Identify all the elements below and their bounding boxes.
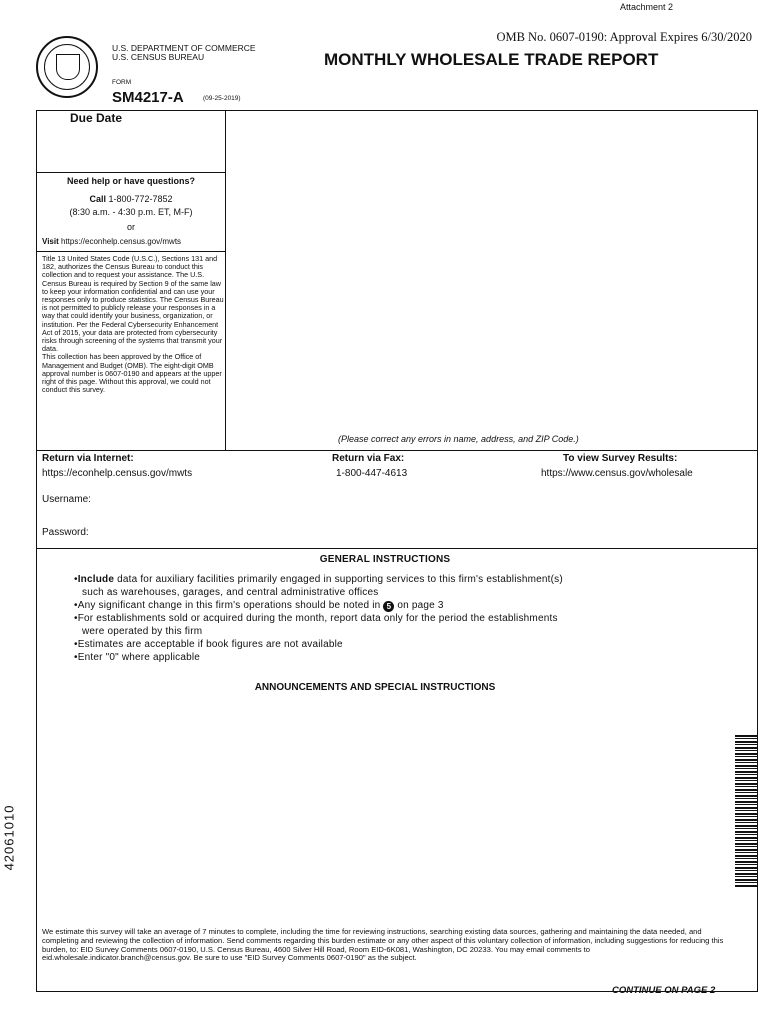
divider [36,251,226,252]
bullet-text: data for auxiliary facilities primarily engaged in supporting services to this firm's establishment(s) [114,574,563,585]
legal-notice [42,255,224,394]
omb-number: OMB No. 0607-0190: Approval Expires 6/30/2020 [496,30,752,44]
general-instructions-title: GENERAL INSTRUCTIONS [319,554,451,565]
bullet-text: Enter "0" where applicable [77,652,201,663]
form-label: FORM [112,79,132,86]
divider [36,450,758,451]
report-title: MONTHLY WHOLESALE TRADE REPORT [324,50,659,69]
internet-label: Return via Internet: [42,453,134,464]
bullet-text: Any significant change in this firm's operations should be noted in [77,600,381,611]
bullet-text: For establishments sold or acquired during the month, report data only for the period the establishments [77,613,558,624]
visit-label: Visit [42,237,59,246]
address-correction-note: (Please correct any errors in name, address, and ZIP Code.) [338,434,579,444]
legal-authority: Title 13 United States Code (U.S.C.), Sections 131 and 182, authorizes the Census Bureau to conduct this collection and to request your assistance. The U.S. Census Bureau is required by Section 9 of the same law to keep your information confidential and can use your responses only to produce statistics. The Census Bureau is not permitted to publicly release your responses in a way that could identify your business, organization, or institution. Per the Federal Cybersecurity Enhancement Act of 2015, your data are protected from cybersecurity risks through screening of the systems that transmit your data. [42,254,224,354]
help-hours: (8:30 a.m. - 4:30 p.m. ET, M-F) [69,207,193,217]
password-field[interactable]: Password: [42,527,89,538]
bullet-text: Estimates are acceptable if book figures are not available [77,639,343,650]
item-number-icon: 5 [383,601,394,612]
help-or: or [126,222,135,232]
help-title: Need help or have questions? [66,176,196,186]
form-date: (09-25-2019) [203,95,241,102]
continue-note: CONTINUE ON PAGE 2 [612,985,716,996]
bullet-text: on page 3 [397,600,444,611]
internet-url[interactable]: https://econhelp.census.gov/mwts [42,468,193,479]
department-seal-icon [36,36,98,98]
list-item: were operated by this firm [82,626,203,637]
visit-url[interactable]: https://econhelp.census.gov/mwts [60,237,182,246]
attachment-label: Attachment 2 [620,2,674,12]
list-item: •Enter "0" where applicable [74,652,201,663]
general-instructions-list [74,573,694,664]
divider [36,548,758,549]
form-number: SM4217-A [112,89,184,106]
list-item: •For establishments sold or acquired during the month, report data only for the period the establishments [74,613,558,624]
burden-statement: We estimate this survey will take an average of 7 minutes to complete, including the time for reviewing instructions, searching existing data sources, gathering and maintaining the data needed, and completing and reviewing the collection of information. Send comments regarding this burden estimate or any other aspect of this voluntary collection of information, including suggestions for reducing this burden, to: EID Survey Comments 0607-0190, U.S. Census Bureau, 4600 Silver Hill Road, Room EID-6K081, Washington, DC 20233. You may email comments to eid.wholesale.indicator.branch@census.gov. Be sure to use "EID Survey Comments 0607-0190" as the subject. [42,927,724,963]
fax-label: Return via Fax: [332,453,405,464]
fax-number: 1-800-447-4613 [336,468,408,479]
results-url[interactable]: https://www.census.gov/wholesale [541,468,693,479]
results-label: To view Survey Results: [563,453,678,464]
username-field[interactable]: Username: [42,494,91,505]
call-label: Call [89,194,106,204]
list-item: •Include data for auxiliary facilities primarily engaged in supporting services to this firm's establishment(s) [74,574,563,585]
list-item: •Estimates are acceptable if book figures are not available [74,639,343,650]
agency-bureau: U.S. CENSUS BUREAU [112,52,205,62]
due-date-label: Due Date [70,111,123,125]
divider [36,172,226,173]
call-line [36,194,226,204]
announcements-title: ANNOUNCEMENTS AND SPECIAL INSTRUCTIONS [254,682,496,693]
agency-department: U.S. DEPARTMENT OF COMMERCE [112,43,256,53]
list-item: •Any significant change in this firm's operations should be noted in 5 on page 3 [74,600,444,611]
barcode-icon [735,735,757,887]
agency-name [112,44,256,62]
bullet-bold: Include [77,574,115,585]
legal-omb: This collection has been approved by the Office of Management and Budget (OMB). The eight-digit OMB approval number is 0607-0190 and appears at the upper right of this page. Without this approval, we could not conduct this survey. [42,352,222,395]
visit-line [42,237,181,246]
call-number: 1-800-772-7852 [108,194,173,204]
form-id-vertical: 42061010 [1,804,17,871]
list-item: such as warehouses, garages, and central administrative offices [82,587,379,598]
